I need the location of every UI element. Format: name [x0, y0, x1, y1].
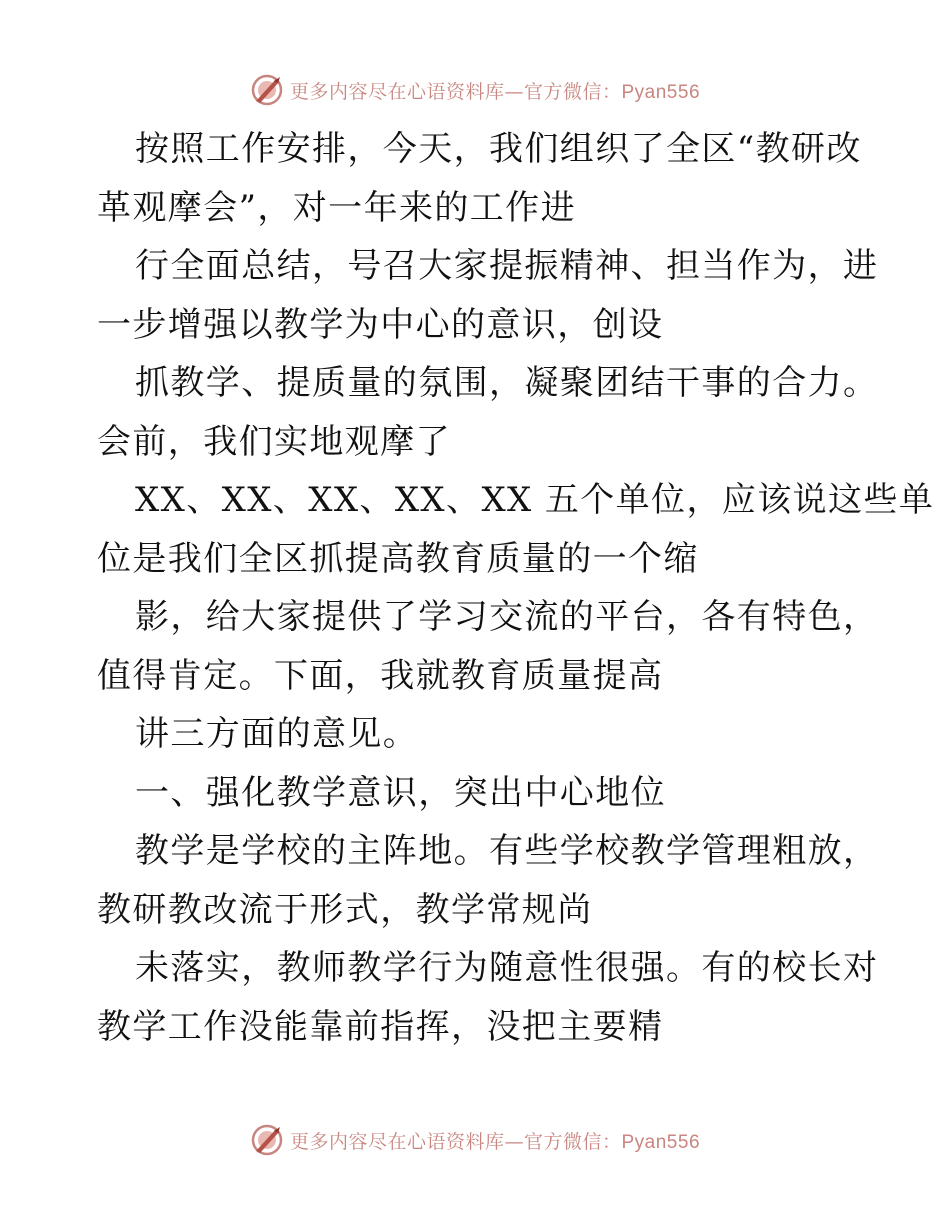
text-line: 一步增强以教学为中心的意识，创设 [97, 304, 664, 345]
text-line: 位是我们全区抓提高教育质量的一个缩 [97, 538, 699, 579]
footer-watermark-banner [0, 1122, 950, 1158]
text-line: 抓教学、提质量的氛围，凝聚团结干事的合力。 [135, 363, 879, 403]
quill-seal-icon [250, 1123, 284, 1157]
document-body [97, 120, 935, 1056]
text-line: 按照工作安排，今天，我们组织了全区“教研改 [135, 129, 862, 169]
text-line: 讲三方面的意见。 [135, 714, 419, 754]
section-heading: 一、强化教学意识，突出中心地位 [135, 772, 666, 813]
text-line: 影，给大家提供了学习交流的平台，各有特色， [135, 597, 879, 637]
text-line: XX、XX、XX、XX、XX 五个单位，应该说这些单 [135, 480, 935, 520]
text-line: 教研教改流于形式，教学常规尚 [97, 889, 593, 930]
text-line: 未落实，教师教学行为随意性很强。有的校长对 [135, 948, 879, 988]
text-line: 行全面总结，号召大家提振精神、担当作为，进 [135, 246, 879, 286]
text-line: 会前，我们实地观摩了 [97, 421, 451, 462]
footer-watermark-text: 更多内容尽在心语资料库—官方微信：Pyan556 [289, 1130, 701, 1153]
header-watermark-text: 更多内容尽在心语资料库—官方微信：Pyan556 [289, 80, 701, 103]
header-watermark-banner [0, 72, 950, 108]
text-line: 革观摩会”，对一年来的工作进 [97, 187, 576, 228]
text-line: 值得肯定。下面，我就教育质量提高 [97, 655, 664, 696]
text-line: 教学工作没能靠前指挥，没把主要精 [97, 1006, 664, 1047]
text-line: 教学是学校的主阵地。有些学校教学管理粗放， [135, 831, 879, 871]
quill-seal-icon [250, 73, 284, 107]
